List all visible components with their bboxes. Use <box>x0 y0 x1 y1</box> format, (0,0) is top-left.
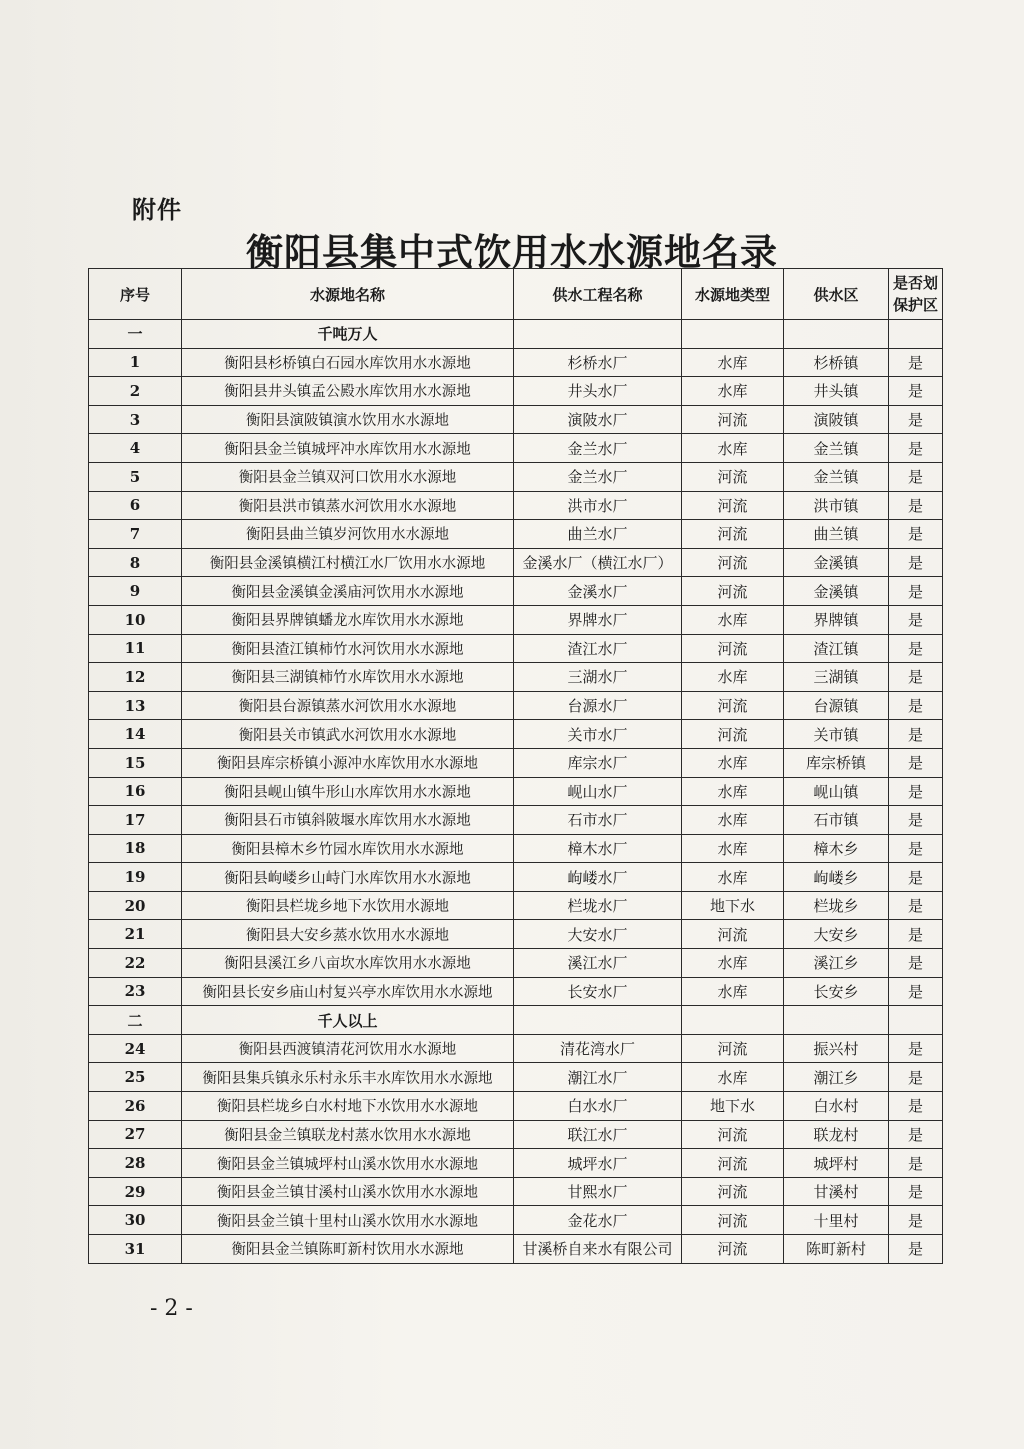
protection-flag: 是 <box>889 777 943 806</box>
supply-area: 岣嵝乡 <box>784 863 889 892</box>
row-index: 21 <box>89 920 182 949</box>
row-index: 11 <box>89 634 182 663</box>
protection-flag: 是 <box>889 377 943 406</box>
protection-flag: 是 <box>889 920 943 949</box>
source-type: 河流 <box>682 520 784 549</box>
header-supply-area: 供水区 <box>784 269 889 320</box>
supply-area: 甘溪村 <box>784 1177 889 1206</box>
empty-cell <box>514 1006 682 1035</box>
table-row <box>89 491 943 520</box>
row-index: 20 <box>89 891 182 920</box>
project-name: 金溪水厂 <box>514 577 682 606</box>
source-type: 水库 <box>682 806 784 835</box>
supply-area: 白水村 <box>784 1092 889 1121</box>
protection-flag: 是 <box>889 462 943 491</box>
table-row <box>89 405 943 434</box>
project-name: 关市水厂 <box>514 720 682 749</box>
protection-flag: 是 <box>889 691 943 720</box>
source-type: 水库 <box>682 748 784 777</box>
source-type: 河流 <box>682 462 784 491</box>
section-row <box>89 320 943 349</box>
row-index: 5 <box>89 462 182 491</box>
row-index: 23 <box>89 977 182 1006</box>
supply-area: 台源镇 <box>784 691 889 720</box>
supply-area: 十里村 <box>784 1206 889 1235</box>
source-type: 水库 <box>682 777 784 806</box>
row-index: 19 <box>89 863 182 892</box>
project-name: 白水水厂 <box>514 1092 682 1121</box>
source-name: 衡阳县栏垅乡白水村地下水饮用水水源地 <box>182 1092 514 1121</box>
supply-area: 樟木乡 <box>784 834 889 863</box>
table-row <box>89 663 943 692</box>
row-index: 9 <box>89 577 182 606</box>
row-index: 26 <box>89 1092 182 1121</box>
project-name: 金兰水厂 <box>514 462 682 491</box>
table-row <box>89 548 943 577</box>
source-type: 河流 <box>682 405 784 434</box>
supply-area: 溪江乡 <box>784 949 889 978</box>
source-type: 河流 <box>682 548 784 577</box>
supply-area: 演陂镇 <box>784 405 889 434</box>
table-row <box>89 806 943 835</box>
supply-area: 曲兰镇 <box>784 520 889 549</box>
source-name: 衡阳县金溪镇金溪庙河饮用水水源地 <box>182 577 514 606</box>
project-name: 潮江水厂 <box>514 1063 682 1092</box>
supply-area: 长安乡 <box>784 977 889 1006</box>
row-index: 2 <box>89 377 182 406</box>
source-name: 衡阳县金兰镇城坪冲水库饮用水水源地 <box>182 434 514 463</box>
supply-area: 金兰镇 <box>784 462 889 491</box>
source-type: 河流 <box>682 691 784 720</box>
protection-flag: 是 <box>889 348 943 377</box>
supply-area: 振兴村 <box>784 1034 889 1063</box>
protection-flag: 是 <box>889 548 943 577</box>
source-type: 河流 <box>682 1235 784 1264</box>
source-type: 水库 <box>682 434 784 463</box>
header-project-name: 供水工程名称 <box>514 269 682 320</box>
source-type: 河流 <box>682 1177 784 1206</box>
supply-area: 渣江镇 <box>784 634 889 663</box>
source-name: 衡阳县金兰镇联龙村蒸水饮用水水源地 <box>182 1120 514 1149</box>
source-type: 水库 <box>682 348 784 377</box>
attachment-label: 附件 <box>132 195 182 224</box>
source-name: 衡阳县金兰镇陈町新村饮用水水源地 <box>182 1235 514 1264</box>
source-type: 水库 <box>682 1063 784 1092</box>
table-row <box>89 1149 943 1178</box>
supply-area: 潮江乡 <box>784 1063 889 1092</box>
source-type: 地下水 <box>682 1092 784 1121</box>
source-name: 衡阳县杉桥镇白石园水库饮用水水源地 <box>182 348 514 377</box>
table-row <box>89 834 943 863</box>
source-name: 衡阳县库宗桥镇小源冲水库饮用水水源地 <box>182 748 514 777</box>
source-name: 衡阳县石市镇斜陂堰水库饮用水水源地 <box>182 806 514 835</box>
source-name: 衡阳县金溪镇横江村横江水厂饮用水水源地 <box>182 548 514 577</box>
table-body <box>89 320 943 1264</box>
table-row <box>89 1177 943 1206</box>
protection-flag: 是 <box>889 720 943 749</box>
protection-flag: 是 <box>889 577 943 606</box>
table-header-row <box>89 269 943 320</box>
protection-flag: 是 <box>889 1235 943 1264</box>
row-index: 4 <box>89 434 182 463</box>
row-index: 24 <box>89 1034 182 1063</box>
supply-area: 金兰镇 <box>784 434 889 463</box>
protection-flag: 是 <box>889 1206 943 1235</box>
source-name: 衡阳县渣江镇柿竹水河饮用水水源地 <box>182 634 514 663</box>
source-type: 水库 <box>682 605 784 634</box>
project-name: 甘溪桥自来水有限公司 <box>514 1235 682 1264</box>
protection-flag: 是 <box>889 863 943 892</box>
project-name: 洪市水厂 <box>514 491 682 520</box>
empty-cell <box>514 320 682 349</box>
source-name: 衡阳县樟木乡竹园水库饮用水水源地 <box>182 834 514 863</box>
table-row <box>89 520 943 549</box>
source-name: 衡阳县栏垅乡地下水饮用水源地 <box>182 891 514 920</box>
table-row <box>89 720 943 749</box>
header-index: 序号 <box>89 269 182 320</box>
project-name: 长安水厂 <box>514 977 682 1006</box>
empty-cell <box>889 320 943 349</box>
source-type: 河流 <box>682 920 784 949</box>
source-name: 衡阳县关市镇武水河饮用水水源地 <box>182 720 514 749</box>
row-index: 17 <box>89 806 182 835</box>
source-name: 衡阳县台源镇蒸水河饮用水水源地 <box>182 691 514 720</box>
row-index: 1 <box>89 348 182 377</box>
table-row <box>89 1235 943 1264</box>
source-type: 水库 <box>682 977 784 1006</box>
source-type: 地下水 <box>682 891 784 920</box>
protection-flag: 是 <box>889 1063 943 1092</box>
project-name: 台源水厂 <box>514 691 682 720</box>
header-source-name: 水源地名称 <box>182 269 514 320</box>
empty-cell <box>889 1006 943 1035</box>
source-type: 河流 <box>682 1120 784 1149</box>
protection-flag: 是 <box>889 1034 943 1063</box>
protection-flag: 是 <box>889 1120 943 1149</box>
row-index: 6 <box>89 491 182 520</box>
supply-area: 洪市镇 <box>784 491 889 520</box>
row-index: 8 <box>89 548 182 577</box>
table-row <box>89 462 943 491</box>
table-row <box>89 920 943 949</box>
source-name: 衡阳县金兰镇双河口饮用水水源地 <box>182 462 514 491</box>
row-index: 22 <box>89 949 182 978</box>
protection-flag: 是 <box>889 520 943 549</box>
row-index: 7 <box>89 520 182 549</box>
table-row <box>89 1034 943 1063</box>
project-name: 曲兰水厂 <box>514 520 682 549</box>
row-index: 14 <box>89 720 182 749</box>
project-name: 金兰水厂 <box>514 434 682 463</box>
source-type: 水库 <box>682 834 784 863</box>
project-name: 石市水厂 <box>514 806 682 835</box>
project-name: 金溪水厂（横江水厂） <box>514 548 682 577</box>
project-name: 金花水厂 <box>514 1206 682 1235</box>
protection-flag: 是 <box>889 1092 943 1121</box>
project-name: 大安水厂 <box>514 920 682 949</box>
supply-area: 库宗桥镇 <box>784 748 889 777</box>
protection-flag: 是 <box>889 748 943 777</box>
table-row <box>89 748 943 777</box>
source-type: 河流 <box>682 577 784 606</box>
table-row <box>89 891 943 920</box>
table-row <box>89 605 943 634</box>
project-name: 清花湾水厂 <box>514 1034 682 1063</box>
project-name: 岘山水厂 <box>514 777 682 806</box>
project-name: 联江水厂 <box>514 1120 682 1149</box>
project-name: 樟木水厂 <box>514 834 682 863</box>
project-name: 渣江水厂 <box>514 634 682 663</box>
source-name: 衡阳县西渡镇清花河饮用水水源地 <box>182 1034 514 1063</box>
row-index: 31 <box>89 1235 182 1264</box>
source-name: 衡阳县金兰镇城坪村山溪水饮用水水源地 <box>182 1149 514 1178</box>
source-type: 河流 <box>682 1206 784 1235</box>
row-index: 28 <box>89 1149 182 1178</box>
project-name: 演陂水厂 <box>514 405 682 434</box>
source-name: 衡阳县金兰镇甘溪村山溪水饮用水水源地 <box>182 1177 514 1206</box>
section-label: 千人以上 <box>182 1006 514 1035</box>
supply-area: 陈町新村 <box>784 1235 889 1264</box>
table-row <box>89 1206 943 1235</box>
table-row <box>89 977 943 1006</box>
protection-flag: 是 <box>889 977 943 1006</box>
empty-cell <box>682 1006 784 1035</box>
supply-area: 大安乡 <box>784 920 889 949</box>
protection-flag: 是 <box>889 605 943 634</box>
table-row <box>89 634 943 663</box>
project-name: 溪江水厂 <box>514 949 682 978</box>
table-row <box>89 1063 943 1092</box>
source-name: 衡阳县界牌镇蟠龙水库饮用水水源地 <box>182 605 514 634</box>
supply-area: 石市镇 <box>784 806 889 835</box>
source-type: 河流 <box>682 1149 784 1178</box>
project-name: 岣嵝水厂 <box>514 863 682 892</box>
project-name: 井头水厂 <box>514 377 682 406</box>
source-name: 衡阳县集兵镇永乐村永乐丰水库饮用水水源地 <box>182 1063 514 1092</box>
supply-area: 金溪镇 <box>784 577 889 606</box>
source-type: 水库 <box>682 949 784 978</box>
supply-area: 界牌镇 <box>784 605 889 634</box>
protection-flag: 是 <box>889 891 943 920</box>
page-title: 衡阳县集中式饮用水水源地名录 <box>246 230 778 274</box>
source-type: 河流 <box>682 491 784 520</box>
project-name: 杉桥水厂 <box>514 348 682 377</box>
row-index: 12 <box>89 663 182 692</box>
protection-flag: 是 <box>889 806 943 835</box>
source-name: 衡阳县洪市镇蒸水河饮用水水源地 <box>182 491 514 520</box>
header-source-type: 水源地类型 <box>682 269 784 320</box>
supply-area: 关市镇 <box>784 720 889 749</box>
table-row <box>89 434 943 463</box>
protection-flag: 是 <box>889 434 943 463</box>
project-name: 库宗水厂 <box>514 748 682 777</box>
source-name: 衡阳县长安乡庙山村复兴亭水库饮用水水源地 <box>182 977 514 1006</box>
empty-cell <box>784 320 889 349</box>
supply-area: 栏垅乡 <box>784 891 889 920</box>
row-index: 27 <box>89 1120 182 1149</box>
supply-area: 井头镇 <box>784 377 889 406</box>
source-type: 河流 <box>682 634 784 663</box>
section-index: 一 <box>89 320 182 349</box>
row-index: 13 <box>89 691 182 720</box>
row-index: 15 <box>89 748 182 777</box>
water-source-table <box>88 268 943 1264</box>
row-index: 25 <box>89 1063 182 1092</box>
row-index: 16 <box>89 777 182 806</box>
table-row <box>89 691 943 720</box>
table-row <box>89 348 943 377</box>
project-name: 三湖水厂 <box>514 663 682 692</box>
supply-area: 金溪镇 <box>784 548 889 577</box>
table-row <box>89 949 943 978</box>
supply-area: 杉桥镇 <box>784 348 889 377</box>
row-index: 3 <box>89 405 182 434</box>
protection-flag: 是 <box>889 663 943 692</box>
protection-flag: 是 <box>889 949 943 978</box>
section-row <box>89 1006 943 1035</box>
row-index: 30 <box>89 1206 182 1235</box>
source-name: 衡阳县大安乡蒸水饮用水水源地 <box>182 920 514 949</box>
section-label: 千吨万人 <box>182 320 514 349</box>
source-name: 衡阳县溪江乡八亩坎水库饮用水水源地 <box>182 949 514 978</box>
protection-flag: 是 <box>889 491 943 520</box>
project-name: 界牌水厂 <box>514 605 682 634</box>
supply-area: 岘山镇 <box>784 777 889 806</box>
supply-area: 联龙村 <box>784 1120 889 1149</box>
source-name: 衡阳县曲兰镇岁河饮用水水源地 <box>182 520 514 549</box>
source-name: 衡阳县岘山镇牛形山水库饮用水水源地 <box>182 777 514 806</box>
source-type: 河流 <box>682 720 784 749</box>
empty-cell <box>784 1006 889 1035</box>
source-type: 水库 <box>682 663 784 692</box>
source-name: 衡阳县三湖镇柿竹水库饮用水水源地 <box>182 663 514 692</box>
source-type: 河流 <box>682 1034 784 1063</box>
table-row <box>89 577 943 606</box>
table-row <box>89 1120 943 1149</box>
row-index: 10 <box>89 605 182 634</box>
empty-cell <box>682 320 784 349</box>
supply-area: 城坪村 <box>784 1149 889 1178</box>
row-index: 29 <box>89 1177 182 1206</box>
protection-flag: 是 <box>889 634 943 663</box>
source-type: 水库 <box>682 377 784 406</box>
project-name: 栏垅水厂 <box>514 891 682 920</box>
supply-area: 三湖镇 <box>784 663 889 692</box>
header-protection-zone: 是否划保护区 <box>889 269 943 320</box>
protection-flag: 是 <box>889 1177 943 1206</box>
row-index: 18 <box>89 834 182 863</box>
source-name: 衡阳县金兰镇十里村山溪水饮用水水源地 <box>182 1206 514 1235</box>
source-name: 衡阳县井头镇孟公殿水库饮用水水源地 <box>182 377 514 406</box>
project-name: 甘熙水厂 <box>514 1177 682 1206</box>
section-index: 二 <box>89 1006 182 1035</box>
protection-flag: 是 <box>889 1149 943 1178</box>
table-row <box>89 1092 943 1121</box>
project-name: 城坪水厂 <box>514 1149 682 1178</box>
source-name: 衡阳县演陂镇演水饮用水水源地 <box>182 405 514 434</box>
table-row <box>89 863 943 892</box>
source-type: 水库 <box>682 863 784 892</box>
protection-flag: 是 <box>889 834 943 863</box>
protection-flag: 是 <box>889 405 943 434</box>
table-row <box>89 377 943 406</box>
table-row <box>89 777 943 806</box>
source-name: 衡阳县岣嵝乡山峙门水库饮用水水源地 <box>182 863 514 892</box>
page-number: - 2 - <box>150 1296 193 1321</box>
